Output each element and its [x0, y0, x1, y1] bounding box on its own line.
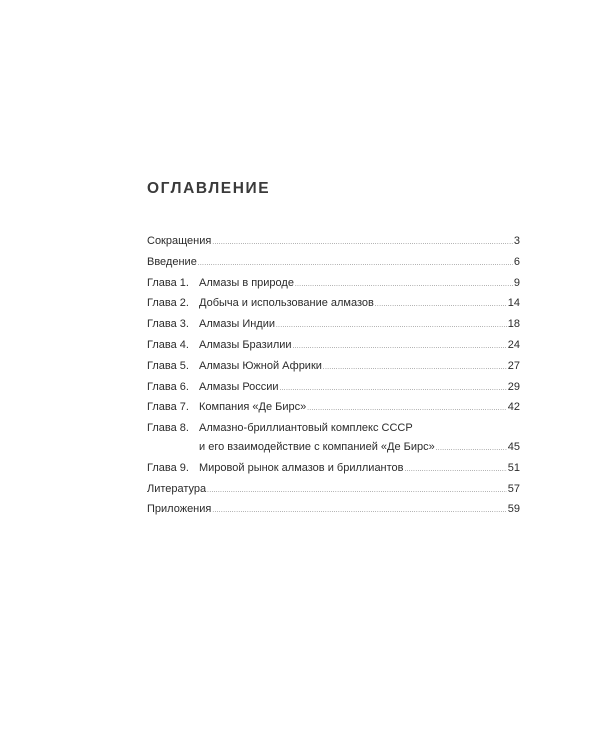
toc-entry[interactable] — [147, 253, 520, 274]
toc-entry-title: Добыча и использование алмазов — [199, 297, 374, 310]
dot-leader — [280, 380, 507, 399]
dot-leader — [212, 234, 513, 253]
toc-entry[interactable] — [147, 232, 520, 253]
toc-entry[interactable] — [147, 274, 520, 295]
dot-leader — [276, 317, 507, 336]
toc-entry[interactable] — [147, 398, 520, 419]
toc-page-number: 27 — [507, 359, 520, 372]
toc-page-number: 18 — [507, 318, 520, 331]
toc-entry-title: Введение — [147, 255, 197, 268]
toc-entry[interactable] — [147, 500, 520, 521]
dot-leader — [375, 296, 507, 315]
dot-leader — [293, 338, 507, 357]
toc-chapter-number: Глава 1. — [147, 276, 189, 289]
toc-page-number: 14 — [507, 297, 520, 310]
toc-entry[interactable] — [147, 315, 520, 336]
table-of-contents — [147, 232, 520, 521]
toc-entry[interactable] — [147, 378, 520, 399]
toc-page-number: 59 — [507, 503, 520, 516]
toc-entry[interactable] — [147, 419, 520, 459]
toc-entry[interactable] — [147, 336, 520, 357]
toc-chapter-number: Глава 4. — [147, 338, 189, 351]
toc-page-number: 45 — [507, 440, 520, 453]
toc-entry-title: Алмазы Бразилии — [199, 338, 292, 351]
toc-page-number: 29 — [507, 380, 520, 393]
toc-entry-title-continuation: и его взаимодействие с компанией «Де Бирс» — [199, 440, 435, 453]
toc-chapter-number: Глава 3. — [147, 318, 189, 331]
toc-entry[interactable] — [147, 294, 520, 315]
dot-leader — [295, 276, 513, 295]
toc-entry[interactable] — [147, 459, 520, 480]
toc-page-number: 6 — [513, 255, 520, 268]
toc-entry-title: Алмазы Индии — [199, 318, 276, 331]
dot-leader — [212, 502, 506, 521]
toc-entry-title: Алмазы России — [199, 380, 279, 393]
toc-chapter-number: Глава 7. — [147, 401, 189, 414]
toc-page-number: 3 — [513, 235, 520, 247]
dot-leader — [436, 440, 507, 459]
toc-entry[interactable] — [147, 480, 520, 501]
toc-chapter-number: Глава 9. — [147, 461, 189, 474]
toc-entry-title: Алмазно-бриллиантовый комплекс СССР — [199, 422, 413, 435]
toc-page-number: 42 — [507, 401, 520, 414]
toc-page-number: 57 — [507, 482, 520, 495]
toc-entry-title: Компания «Де Бирс» — [199, 401, 307, 414]
page-title: ОГЛАВЛЕНИЕ — [147, 180, 271, 197]
toc-entry-title: Алмазы в природе — [199, 276, 294, 289]
toc-chapter-number: Глава 2. — [147, 297, 189, 310]
toc-entry-title: Приложения — [147, 503, 212, 516]
dot-leader — [323, 359, 507, 378]
toc-chapter-number: Глава 5. — [147, 359, 189, 372]
toc-entry-title: Литература — [147, 482, 207, 495]
toc-page-number: 9 — [513, 276, 520, 289]
toc-chapter-number: Глава 6. — [147, 380, 189, 393]
dot-leader — [207, 482, 507, 501]
dot-leader — [198, 255, 513, 274]
toc-chapter-number: Глава 8. — [147, 422, 189, 435]
toc-entry-title: Алмазы Южной Африки — [199, 359, 322, 372]
toc-entry-title: Мировой рынок алмазов и бриллиантов — [199, 461, 404, 474]
dot-leader — [307, 400, 507, 419]
toc-page-number: 24 — [507, 338, 520, 351]
toc-entry-title: Сокращения — [147, 235, 212, 247]
toc-page-number: 51 — [507, 461, 520, 474]
toc-entry[interactable] — [147, 357, 520, 378]
dot-leader — [405, 461, 507, 480]
